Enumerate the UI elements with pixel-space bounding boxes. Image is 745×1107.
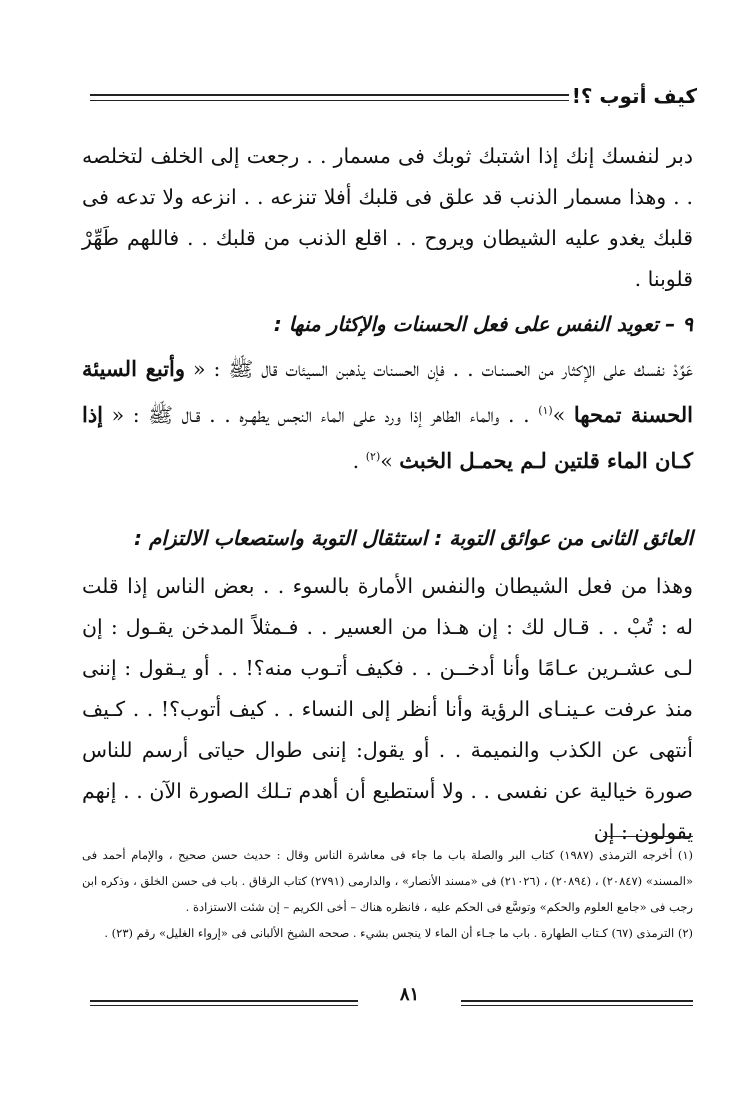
footnotes xyxy=(82,842,693,946)
page-footer xyxy=(90,984,693,1014)
footnote-ref-1: (١) xyxy=(538,404,553,417)
footer-rule-right-thin xyxy=(461,1005,693,1006)
footnote-2: (٢) الترمذى (٦٧) كـتاب الطهارة . باب ما جـاء أن الماء لا ينجس بشيء . صححه الشيخ الألبانى فى «إرواء الغليل» رقم (٢٣) . xyxy=(104,926,693,940)
paragraph-2-text-a: عَوِّدْ نفسك على الإكثار من الحسنـات . . فإن الحسنات يذهبن السيئات قال ﷺ : « xyxy=(185,357,694,381)
section-heading-obstacle: العائق الثانى من عوائق التوبة : استثقال التوبة واستصعاب الالتزام : xyxy=(133,526,693,550)
paragraph-2-text-c: . . والماء الطاهر إذا ورد على الماء النجس يطهـره . . قـال ﷺ : « xyxy=(103,402,539,427)
paragraph-1: دبر لنفسك إنك إذا اشتبك ثوبك فى مسمار . . رجعت إلى الخلف لتخلصه . . وهذا مسمار الذنب قد علق فى قلبك أفلا تنزعه . . انزعه ولا تدعه فى قلبك يغدو عليه الشيطان ويروح . . اقلع الذنب من قلبك . . فاللهم طَهِّرْ قلوبنا . xyxy=(82,144,693,291)
paragraph-3: وهذا من فعل الشيطان والنفس الأمارة بالسوء . . بعض الناس إذا قلت له : تُبْ . . قـال لك : إن هـذا من العسير . . فـمثلاً المدخن يقـول : إن لـى عشـرين عـامًا وأنا أدخــن . . فكيف أتـوب منه؟! . . أو يـقول : إننى منذ عرفت عـينـاى الرؤية وأنا أنظر إلى النساء . . كيف أتوب؟! . . كـيف أنتهى عن الكذب والنميمة . . أو يقول: إننى طوال حياتى أرسم للناس صورة خيالية عن نفسى . . ولا أستطيع أن أهدم تـلك الصورة الآن . . إنهم يقولون : إن xyxy=(82,574,693,844)
footer-rule-right xyxy=(461,1000,693,1002)
paragraph-2-text-b: » xyxy=(552,402,574,427)
footer-rule-left xyxy=(90,1000,358,1002)
paragraph-2-text-e: . xyxy=(352,448,366,473)
header-rule xyxy=(90,94,569,96)
header-rule-thin xyxy=(90,100,569,101)
section-heading-9: ٩ – تعويد النفس على فعل الحسنات والإكثار منها : xyxy=(273,312,693,336)
paragraph-2-text-d: » xyxy=(380,448,400,473)
header-title: كيف أتوب ؟! xyxy=(571,84,697,108)
footer-rule-left-thin xyxy=(90,1005,358,1006)
footnote-ref-2: (٢) xyxy=(365,449,381,463)
hadith-quote-1: وأتبع السيئة الحسنة تمحها xyxy=(82,356,693,427)
hadith-quote-2: إذا كـان الماء قلتين لـم يحمـل الخبث xyxy=(82,401,693,473)
page-number: ٨١ xyxy=(399,984,420,1005)
paragraph-2 xyxy=(82,348,693,482)
running-header xyxy=(90,84,697,114)
footnote-1: (١) أخرجه الترمذى (١٩٨٧) كتاب البر والصلة باب ما جاء فى معاشرة الناس وقال : حديث حسن صحيح ، والإمام أحمد فى «المسند» (٢٠٨٤٧) ، (٢٠٨٩٤) ، (٢١٠٢٦) فى «مسند الأنصار» ، والدارمى (٢٧٩١) كتاب الرقاق . باب فى حسن الخلق ، وذكره ابن رجب فى «جامع العلوم والحكم» وتوسَّع فى الحكم عليه ، فانظره هناك – أخى الكريم – إن شئت الاستزادة . xyxy=(82,848,694,914)
footnote-separator xyxy=(603,836,693,837)
